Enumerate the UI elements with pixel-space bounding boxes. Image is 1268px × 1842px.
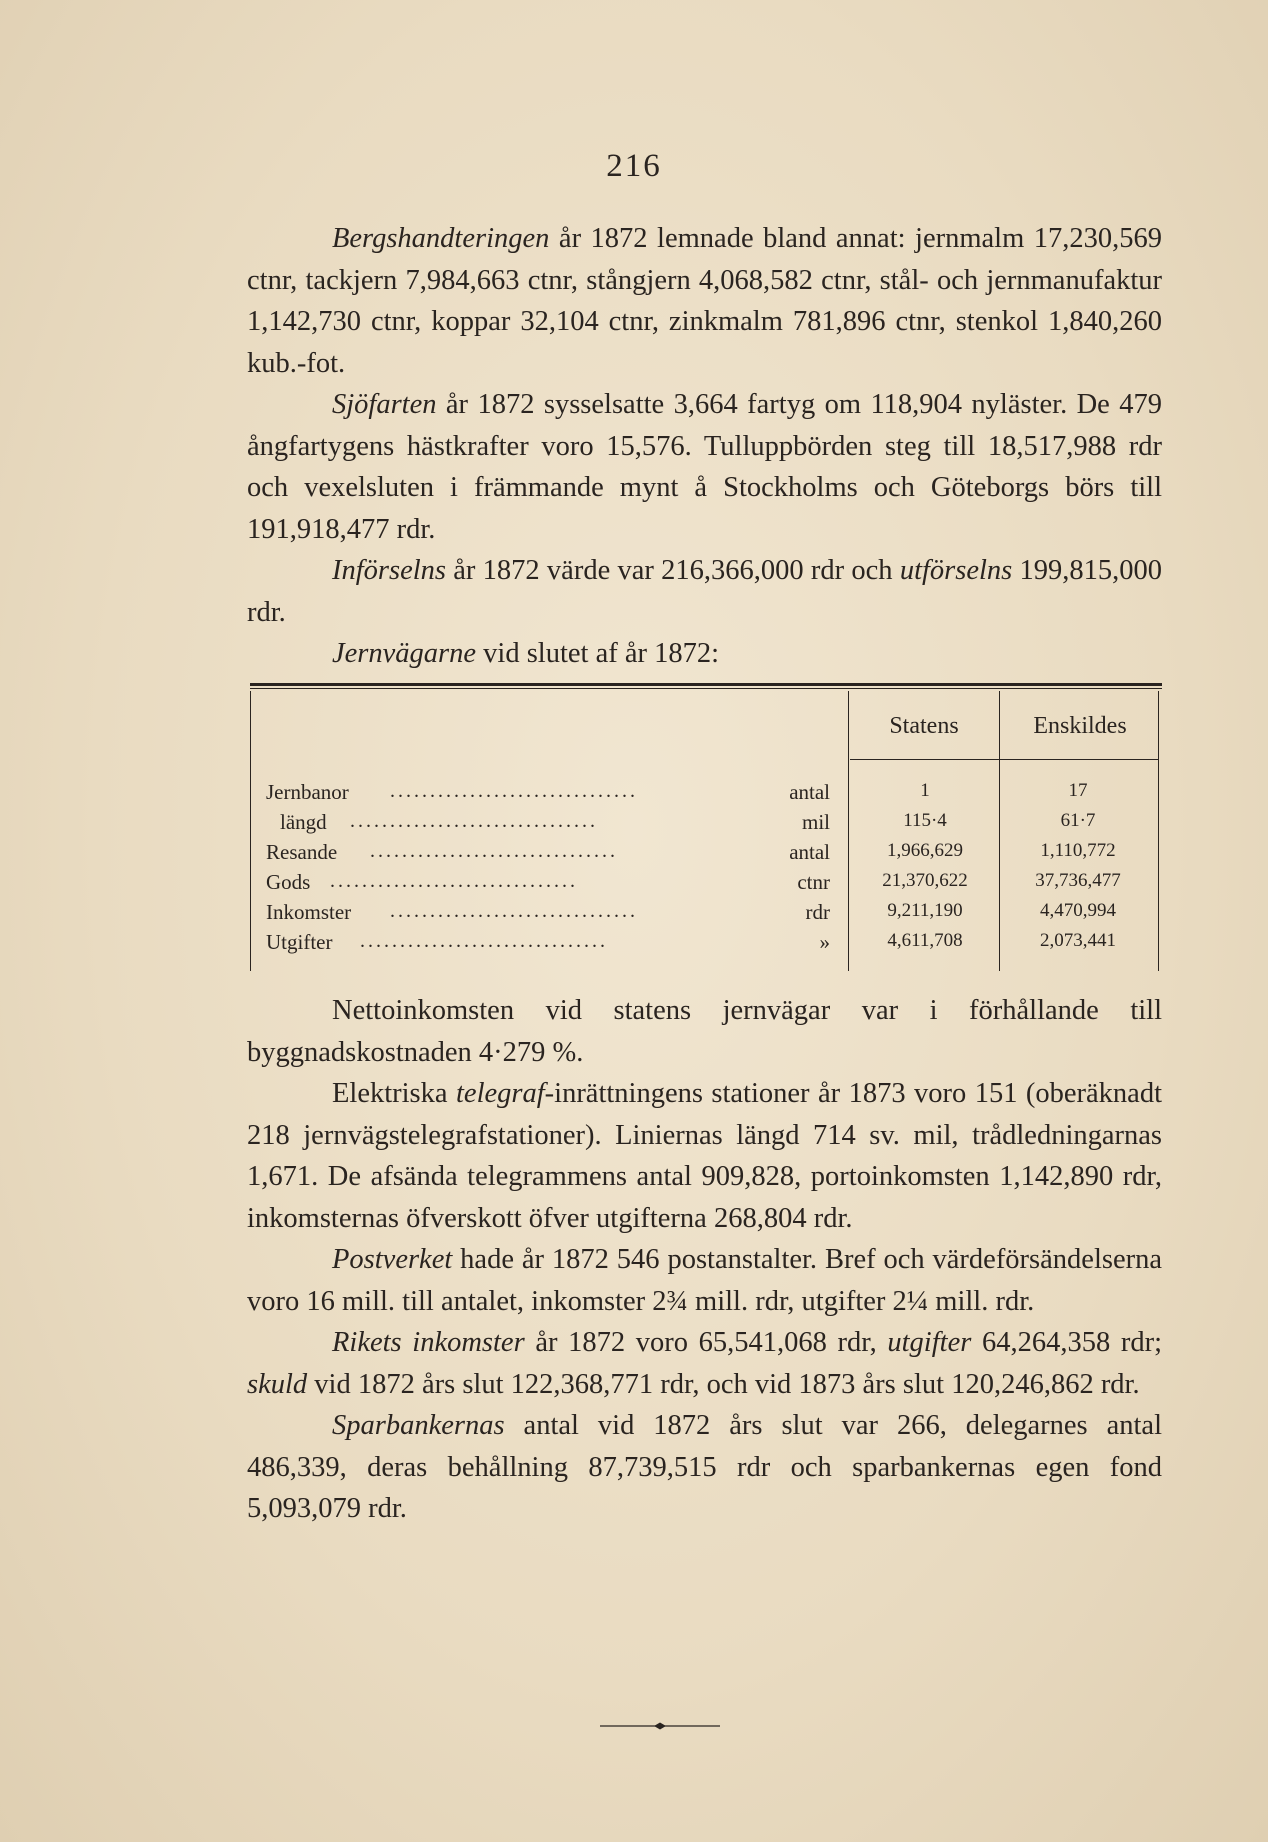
lead-inforselns: Införselns [332,555,446,586]
cell-statens: 21,370,622 [882,870,968,891]
paragraph-rikets [247,1322,1162,1405]
table-top-rule-thin [250,688,1162,689]
paragraph-postverket [247,1239,1162,1322]
lead-sjofarten: Sjöfarten [332,389,437,420]
text-rikets-end: vid 1872 års slut 122,368,771 rdr, och vid 1873 års slut 120,246,862 rdr. [307,1368,1140,1400]
lead-skuld: skuld [247,1368,308,1400]
text-jernvagarne: vid slutet af år 1872: [476,638,720,669]
cell-statens: 1,966,629 [887,840,963,861]
text-inforsel-mid: år 1872 värde var 216,366,000 rdr och [446,555,900,586]
cell-enskildes: 17 [1068,780,1088,801]
table-top-rule [250,683,1162,686]
lead-jernvagarne: Jernvägarne [332,638,477,669]
leader-dots: ............................... [390,900,638,922]
leader-dots: ............................... [330,870,578,892]
column-header-enskildes: Enskildes [1033,713,1127,739]
table-row [250,840,1162,870]
leader-dots: ............................... [360,930,608,952]
row-unit: mil [801,810,830,834]
row-label: Inkomster [266,900,352,924]
lead-telegraf: telegraf [456,1078,545,1109]
row-unit: » [819,930,830,954]
paragraph-sjofarten [247,384,1162,550]
lead-rikets-inkomster: Rikets inkomster [332,1327,525,1358]
lead-utgifter: utgifter [887,1327,972,1358]
leader-dots: ............................... [390,780,638,802]
cell-enskildes: 61·7 [1060,810,1096,831]
row-unit: antal [789,840,830,864]
text-block-top [247,218,1162,675]
text-telegraf: -inrättningens stationer år 1873 voro 151 (oberäknadt 218 jernvägstelegrafstationer). Liniernas längd 714 sv. mil, trådledningarnas 1,671. De afsända telegrammens antal 909,828, portoinkomsten 1,142,890 rdr, inkomsternas öfverskott öfver utgifterna 268,804 rdr. [247,1078,1162,1234]
row-unit: antal [789,780,830,804]
text-rikets-mid: år 1872 voro 65,541,068 rdr, [524,1327,888,1358]
row-label: Jernbanor [266,780,349,804]
paragraph-sparbankernas [247,1405,1162,1530]
text-sjofarten: år 1872 sysselsatte 3,664 fartyg om 118,904 nyläster. De 479 ångfartygens hästkrafter voro 15,576. Tulluppbörden steg till 18,517,988 rdr och vexelsluten i främmande mynt å Stockholms och Göteborgs börs till 191,918,477 rdr. [247,389,1162,545]
cell-statens: 1 [920,780,930,801]
text-bergshandteringen: år 1872 lemnade bland annat: jernmalm 17,230,569 ctnr, tackjern 7,984,663 ctnr, stångjern 4,068,582 ctnr, stål- och jernmanufaktur 1,142,730 ctnr, koppar 32,104 ctnr, zinkmalm 781,896 ctnr, stenkol 1,840,260 kub.-fot. [247,223,1162,379]
row-label: Utgifter [266,930,333,954]
lead-sparbankernas: Sparbankernas [332,1410,505,1441]
text-nettoinkomsten: Nettoinkomsten vid statens jernvägar var i förhållande till byggnadskostnaden 4·279 %. [247,995,1162,1068]
row-label: längd [280,810,327,834]
cell-statens: 4,611,708 [887,930,963,951]
row-label: Resande [266,840,338,864]
page-number: 216 [606,148,662,184]
leader-dots: ............................... [370,840,618,862]
row-unit: ctnr [797,870,830,894]
table-row [250,930,1162,960]
text-postverket: hade år 1872 546 postanstalter. Bref och värdeförsändelserna voro 16 mill. till antalet, inkomster 2¾ mill. rdr, utgifter 2¼ mill. rdr. [247,1244,1162,1317]
cell-enskildes: 37,736,477 [1035,870,1121,891]
text-inforsel-end: 199,815,000 rdr. [247,555,1163,628]
cell-enskildes: 4,470,994 [1040,900,1116,921]
table-row [250,810,1162,840]
paragraph-bergshandteringen [247,218,1162,384]
end-ornament [600,1722,720,1730]
table-row [250,900,1162,930]
header-underline [850,759,1158,760]
paragraph-nettoinkomsten [247,990,1162,1073]
cell-enskildes: 1,110,772 [1040,840,1116,861]
table-row [250,870,1162,900]
paragraph-inforsel [247,550,1162,633]
table-row [250,780,1162,810]
cell-statens: 115·4 [903,810,947,831]
text-telegraf-pre: Elektriska [332,1078,456,1109]
text-rikets-mid2: 64,264,358 rdr; [971,1327,1162,1358]
text-sparbankernas: antal vid 1872 års slut var 266, delegarnes antal 486,339, deras behållning 87,739,515 rdr och sparbankernas egen fond 5,093,079 rdr. [247,1410,1162,1524]
cell-enskildes: 2,073,441 [1040,930,1116,951]
cell-statens: 9,211,190 [887,900,963,921]
paragraph-telegraf [247,1073,1162,1239]
row-unit: rdr [805,900,830,924]
lead-utforselns: utförselns [899,555,1013,586]
lead-postverket: Postverket [332,1244,453,1275]
text-block-bottom [247,990,1162,1530]
column-header-statens: Statens [889,713,959,739]
row-label: Gods [266,870,311,894]
paragraph-jernvagarne [247,633,1162,675]
leader-dots: ............................... [350,810,598,832]
railway-table [250,683,1162,971]
lead-bergshandteringen: Bergshandteringen [332,223,550,254]
